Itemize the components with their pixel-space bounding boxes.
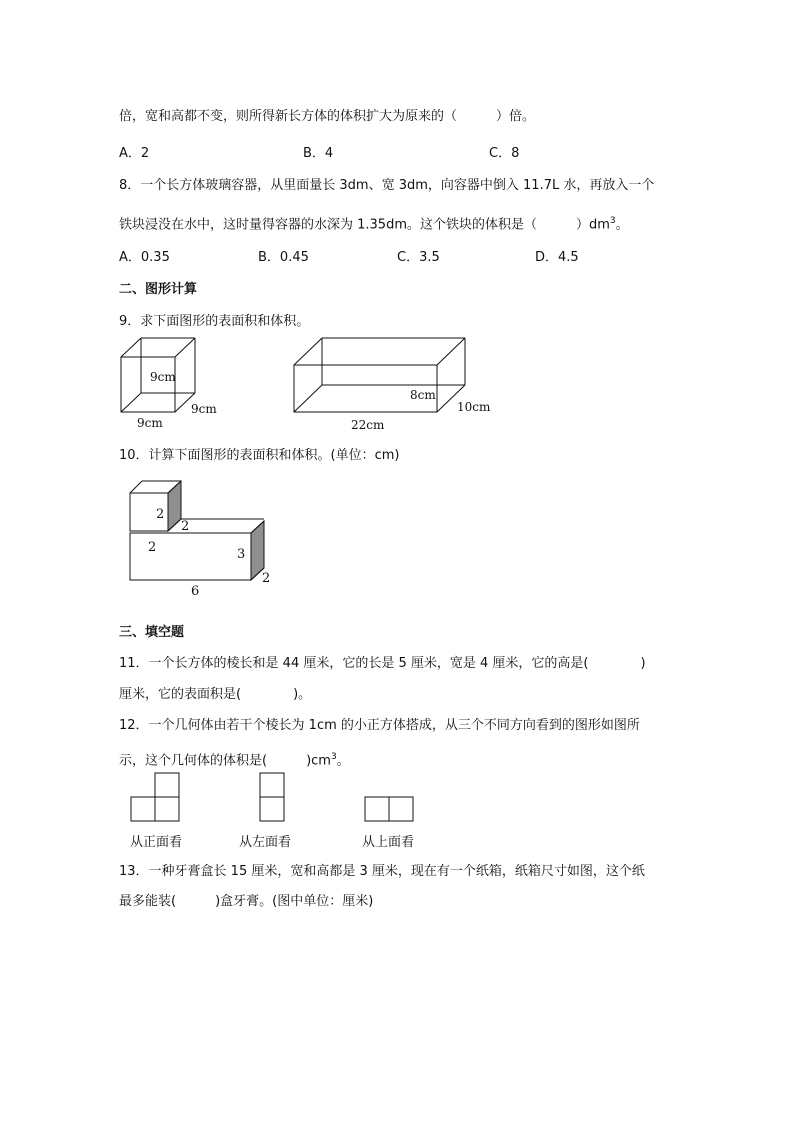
q12-line2: 示，这个几何体的体积是( )$cm^3$。	[119, 752, 350, 769]
q7-text: 倍，宽和高都不变，则所得新长方体的体积扩大为原来的（ ）倍。	[119, 109, 536, 124]
q9-text: 9．求下面图形的表面积和体积。	[119, 314, 310, 329]
q8-option-c[interactable]: C．3.5	[397, 250, 440, 265]
q9-cube-height-label: 9cm	[150, 370, 176, 384]
q7-option-b[interactable]: B．4	[303, 146, 334, 161]
q10-small-depth-label: 2	[181, 519, 190, 534]
q10-text: 10．计算下面图形的表面积和体积。(单位：cm)	[119, 448, 400, 463]
q8-option-b[interactable]: B．0.45	[258, 250, 309, 265]
q10-small-height-label: 2	[156, 507, 165, 522]
q10-large-height-label: 3	[237, 547, 246, 562]
section2-title: 二、图形计算	[119, 282, 198, 297]
q9-cuboid-length-label: 22cm	[351, 418, 385, 432]
q8-line2: 铁块浸没在水中，这时量得容器的水深为 1.35dm。这个铁块的体积是（ ）$dm^3$。	[119, 216, 629, 233]
q9-cube-width-label: 9cm	[191, 402, 217, 416]
q10-large-length-label: 6	[191, 584, 200, 599]
q8-option-d[interactable]: D．4.5	[535, 250, 579, 265]
q13-line2: 最多能装( )盒牙膏。(图中单位：厘米)	[119, 894, 374, 909]
q9-cube-length-label: 9cm	[137, 416, 163, 430]
q10-large-depth-label: 2	[262, 571, 271, 586]
q12-top-caption: 从上面看	[362, 835, 415, 850]
q7-option-a[interactable]: A．2	[119, 146, 150, 161]
q13-line1: 13．一种牙膏盒长 15 厘米，宽和高都是 3 厘米，现在有一个纸箱，纸箱尺寸如图，这个纸	[119, 864, 645, 879]
q8-option-a[interactable]: A．0.35	[119, 250, 170, 265]
q8-line1: 8．一个长方体玻璃容器，从里面量长 3dm、宽 3dm，向容器中倒入 11.7L 水，再放入一个	[119, 178, 655, 193]
q10-small-width-label: 2	[148, 540, 157, 555]
q7-option-c[interactable]: C．8	[489, 146, 520, 161]
q11-line2: 厘米，它的表面积是( )。	[119, 687, 312, 702]
q9-cuboid-width-label: 10cm	[457, 400, 491, 414]
q9-cuboid-height-label: 8cm	[410, 388, 436, 402]
q12-left-caption: 从左面看	[239, 835, 292, 850]
section3-title: 三、填空题	[119, 625, 185, 640]
q12-front-caption: 从正面看	[130, 835, 183, 850]
q11-line1: 11．一个长方体的棱长和是 44 厘米，它的长是 5 厘米，宽是 4 厘米，它的高是( )	[119, 656, 646, 671]
q12-line1: 12．一个几何体由若干个棱长为 1cm 的小正方体搭成，从三个不同方向看到的图形如图所	[119, 718, 640, 733]
